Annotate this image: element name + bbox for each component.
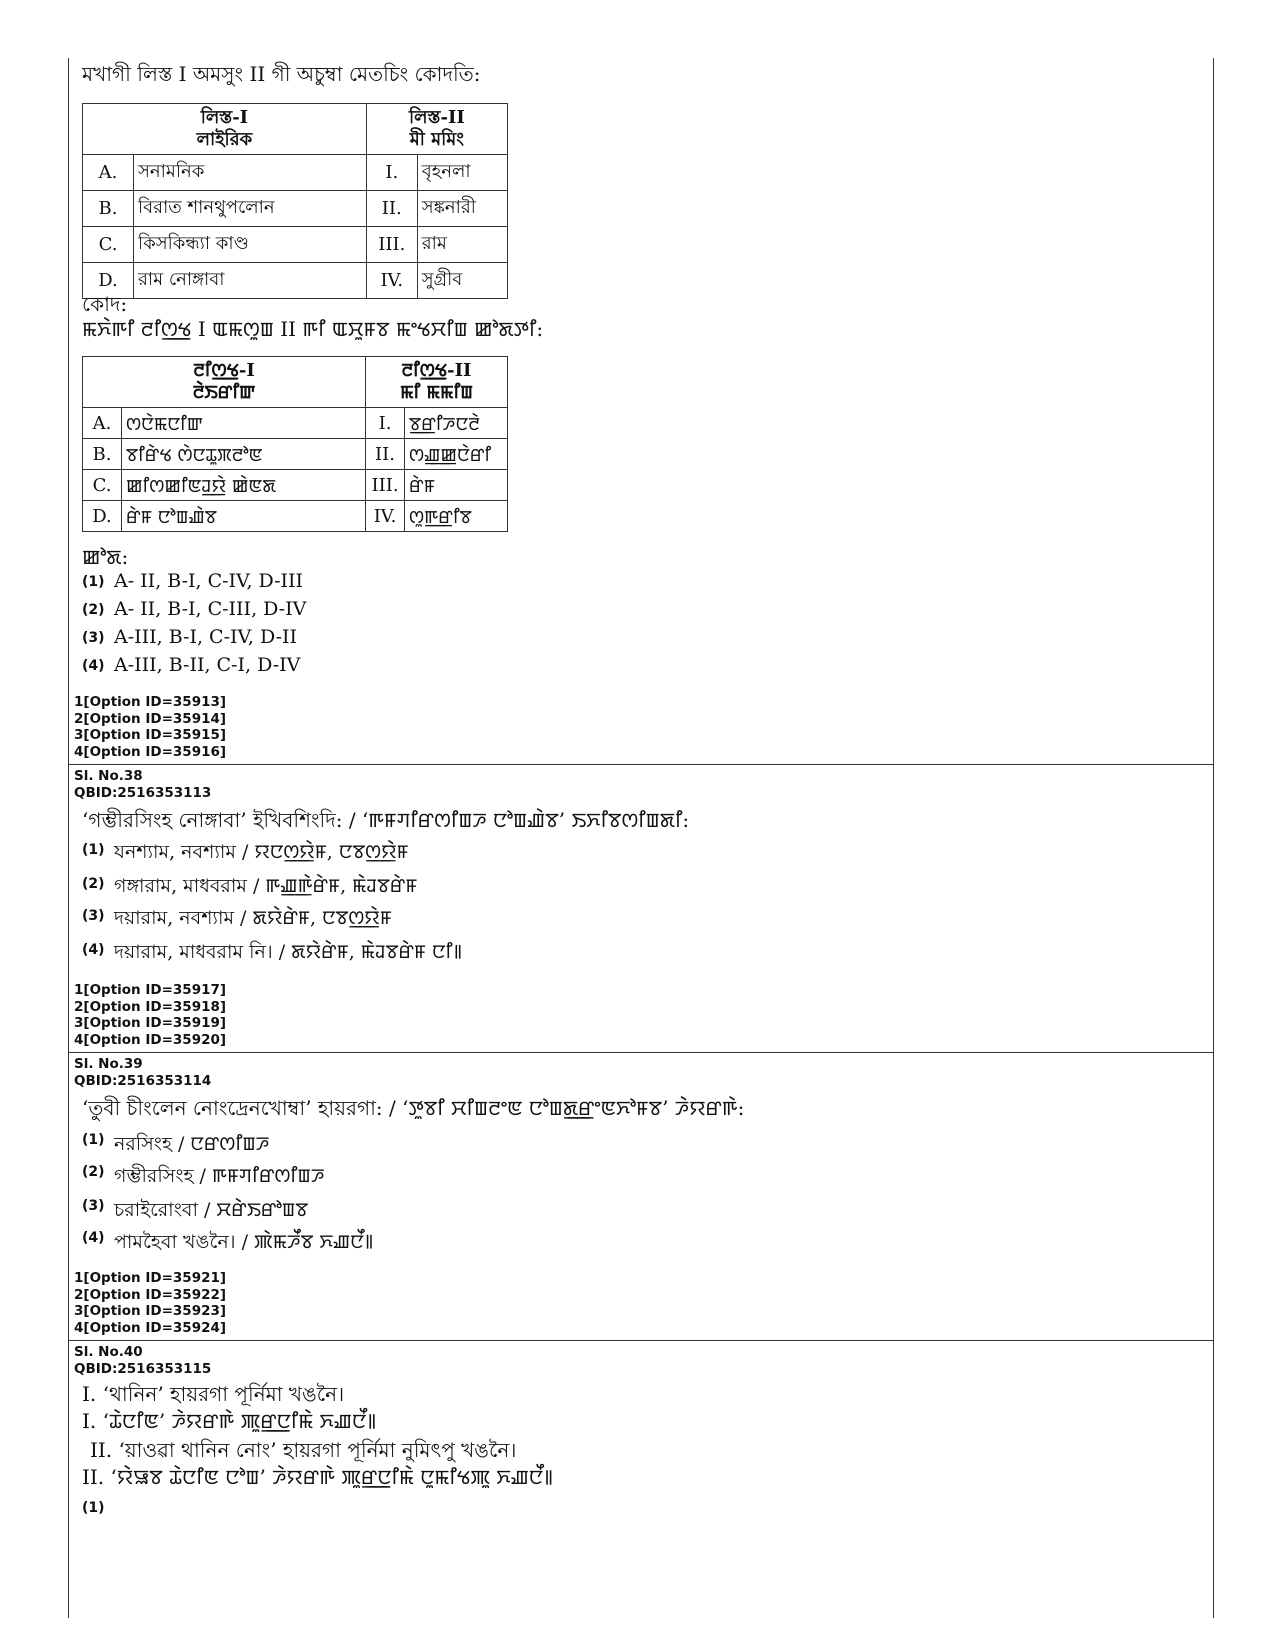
question-divider bbox=[68, 1052, 1213, 1053]
option-1-text[interactable]: A- II, B-I, C-IV, D-III bbox=[114, 570, 304, 592]
option-3-number[interactable]: (3) bbox=[82, 908, 105, 924]
table-header-list-2: লিস্ত-II মী মমিং bbox=[366, 104, 507, 155]
code-label-meitei: ꯀꯣꯗ: bbox=[82, 545, 129, 569]
option-3-number[interactable]: (3) bbox=[82, 1198, 105, 1214]
table-row: D. রাম নোঙ্গাবা IV. সুগ্রীব bbox=[83, 263, 508, 299]
table-row: A. ꯁꯅꯥꯃꯅꯤꯛ I. ꯕ꯭ꯔꯤꯍꯅꯂꯥ bbox=[83, 408, 508, 439]
statement-2-bengali: II. ‘য়াওৱা থানিন নোং’ হায়রগা পূর্নিমা নুমিৎপু খঙনৈ। bbox=[90, 1438, 517, 1462]
table-header-list-1-meitei: ꯂꯤꯁ꯭ꯠ-I ꯂꯥꯏꯔꯤꯛ bbox=[83, 357, 366, 408]
statement-2-meitei: II. ‘ꯌꯥꯎꯕ ꯊꯥꯅꯤꯟ ꯅꯣꯡ’ ꯍꯥꯌꯔꯒꯥ ꯄꯨꯔ꯭ꯅꯤꯃꯥ ꯅꯨꯃꯤꯠꯄꯨ ꯈꯉꯅꯩ꯫ bbox=[82, 1465, 554, 1489]
option-4-number[interactable]: (4) bbox=[82, 658, 105, 674]
option-2-text[interactable]: গম্ভীরসিংহ / ꯒꯝꯚꯤꯔꯁꯤꯡꯍ bbox=[114, 1165, 325, 1187]
question-text-meitei: ꯃꯈꯥꯒꯤ ꯂꯤꯁ꯭ꯠ I ꯑꯃꯁꯨꯡ II ꯒꯤ ꯑꯆꯨꯝꯕ ꯃꯦꯠꯆꯤꯡ ꯀꯣꯗꯇꯤ: bbox=[82, 317, 544, 341]
table-row: B. বিরাত শানথুপলোন II. সঙ্কনারী bbox=[83, 191, 508, 227]
option-2-number[interactable]: (2) bbox=[82, 1164, 105, 1180]
option-1-text[interactable]: নরসিংহ / ꯅꯔꯁꯤꯡꯍ bbox=[114, 1133, 270, 1155]
option-4-text[interactable]: দয়ারাম, মাধবরাম নি। / ꯗꯌꯥꯔꯥꯝ, ꯃꯥꯙꯕꯔꯥꯝ ꯅꯤ꯫ bbox=[114, 941, 463, 963]
option-4-text[interactable]: A-III, B-II, C-I, D-IV bbox=[114, 654, 301, 676]
option-1-number[interactable]: (1) bbox=[82, 842, 105, 858]
table-header-list-1: লিস্ত-I লাইরিক bbox=[83, 104, 367, 155]
question-divider bbox=[68, 1340, 1213, 1341]
question-40 bbox=[70, 1342, 1210, 1612]
option-id-list: 1[Option ID=35913] 2[Option ID=35914] 3[Option ID=35915] 4[Option ID=35916] bbox=[74, 694, 227, 760]
table-row: B. ꯕꯤꯔꯥꯠ ꯁꯥꯅꯊꯨꯞꯂꯣꯟ II. ꯁꯉ꯭ꯀꯅꯥꯔꯤ bbox=[83, 439, 508, 470]
question-text-bengali: মখাগী লিস্ত I অমসুং II গী অচুম্বা মেতচিং কোদতি: bbox=[82, 62, 481, 86]
option-1-number[interactable]: (1) bbox=[82, 574, 105, 590]
option-2-number[interactable]: (2) bbox=[82, 876, 105, 892]
option-2-number[interactable]: (2) bbox=[82, 602, 105, 618]
code-label-bengali: কোদ: bbox=[82, 292, 128, 316]
table-row: C. কিসকিন্ধ্যা কাণ্ড III. রাম bbox=[83, 227, 508, 263]
option-1-number[interactable]: (1) bbox=[82, 1500, 105, 1516]
option-id-list: 1[Option ID=35917] 2[Option ID=35918] 3[Option ID=35919] 4[Option ID=35920] bbox=[74, 982, 227, 1048]
option-4-text[interactable]: পামহৈবা খঙনৈ। / ꯄꯥꯃꯍꯩꯕ ꯈꯉꯅꯩ꯫ bbox=[114, 1231, 374, 1253]
table-row: D. ꯔꯥꯝ ꯅꯣꯡꯉꯥꯕ IV. ꯁꯨꯒ꯭ꯔꯤꯕ bbox=[83, 501, 508, 532]
option-4-number[interactable]: (4) bbox=[82, 1230, 105, 1246]
statement-1-bengali: I. ‘থানিন’ হায়রগা পূর্নিমা খঙনৈ। bbox=[82, 1382, 345, 1406]
question-divider bbox=[68, 764, 1213, 765]
question-37 bbox=[70, 58, 1210, 763]
question-header: Sl. No.39 QBID:2516353114 bbox=[74, 1056, 212, 1089]
option-id-list: 1[Option ID=35921] 2[Option ID=35922] 3[Option ID=35923] 4[Option ID=35924] bbox=[74, 1270, 227, 1336]
table-row: A. সনামনিক I. বৃহনলা bbox=[83, 155, 508, 191]
option-3-text[interactable]: চরাইরোংবা / ꯆꯔꯥꯏꯔꯣꯡꯕ bbox=[114, 1199, 309, 1221]
question-header: Sl. No.38 QBID:2516353113 bbox=[74, 768, 212, 801]
statement-1-meitei: I. ‘ꯊꯥꯅꯤꯟ’ ꯍꯥꯌꯔꯒꯥ ꯄꯨꯔ꯭ꯅꯤꯃꯥ ꯈꯉꯅꯩ꯫ bbox=[82, 1409, 377, 1433]
question-text: ‘তুবী চীংলেন নোংদ্রেনখোম্বা’ হায়রগা: / ‘ꯇꯨꯕꯤ ꯆꯤꯡꯂꯦꯟ ꯅꯣꯡꯗ꯭ꯔꯦꯟꯈꯣꯝꯕ’ ꯍꯥꯌꯔꯒꯥ: bbox=[82, 1096, 745, 1120]
question-38 bbox=[70, 766, 1210, 1052]
question-header: Sl. No.40 QBID:2516353115 bbox=[74, 1344, 212, 1377]
option-2-text[interactable]: A- II, B-I, C-III, D-IV bbox=[114, 598, 307, 620]
question-text: ‘গম্ভীরসিংহ নোঙ্গাবা’ ইখিবশিংদি: / ‘ꯒꯝꯚꯤꯔꯁꯤꯡꯍ ꯅꯣꯡꯉꯥꯕ’ ꯏꯈꯤꯕꯁꯤꯡꯗꯤ: bbox=[82, 808, 690, 832]
match-table-bengali bbox=[82, 103, 508, 299]
table-header-list-2-meitei: ꯂꯤꯁ꯭ꯠ-II ꯃꯤ ꯃꯃꯤꯡ bbox=[366, 357, 508, 408]
option-1-text[interactable]: যনশ্যাম, নবশ্যাম / ꯌꯅꯁ꯭ꯌꯥꯝ, ꯅꯕꯁ꯭ꯌꯥꯝ bbox=[114, 841, 409, 863]
option-3-text[interactable]: দয়ারাম, নবশ্যাম / ꯗꯌꯥꯔꯥꯝ, ꯅꯕꯁ꯭ꯌꯥꯝ bbox=[114, 907, 392, 929]
table-row: C. ꯀꯤꯁꯀꯤꯟꯙ꯭ꯌꯥ ꯀꯥꯟꯗ III. ꯔꯥꯝ bbox=[83, 470, 508, 501]
option-3-number[interactable]: (3) bbox=[82, 630, 105, 646]
option-2-text[interactable]: গঙ্গারাম, মাধবরাম / ꯒꯉ꯭ꯒꯥꯔꯥꯝ, ꯃꯥꯙꯕꯔꯥꯝ bbox=[114, 875, 418, 897]
match-table-meitei bbox=[82, 356, 508, 532]
option-4-number[interactable]: (4) bbox=[82, 942, 105, 958]
option-1-number[interactable]: (1) bbox=[82, 1132, 105, 1148]
option-3-text[interactable]: A-III, B-I, C-IV, D-II bbox=[114, 626, 298, 648]
question-39 bbox=[70, 1054, 1210, 1340]
